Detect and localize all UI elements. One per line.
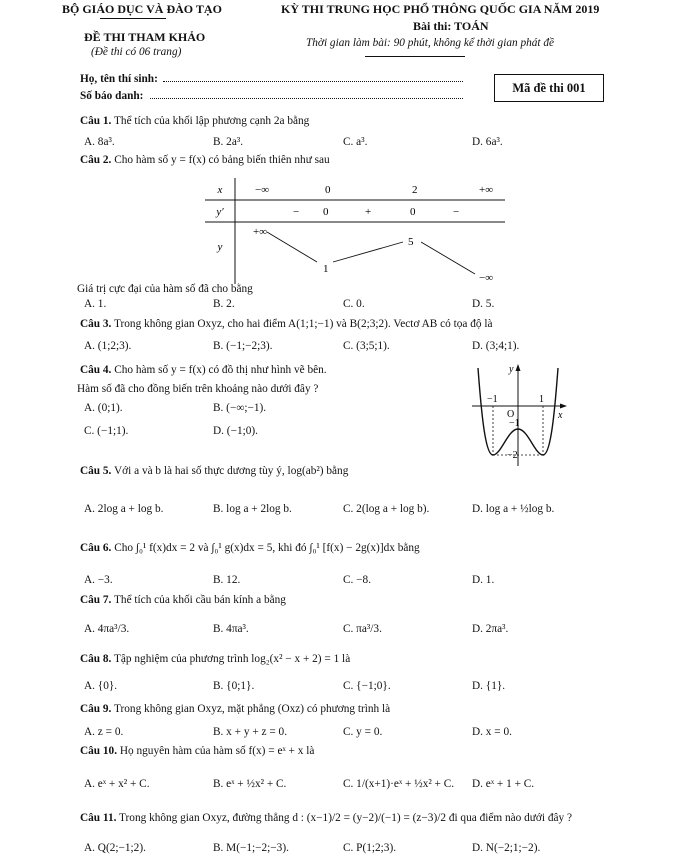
graph-label: −1 (509, 418, 520, 429)
vt-y-val: −∞ (479, 272, 494, 284)
q9-option-b: B. x + y + z = 0. (213, 726, 288, 738)
vt-yp-label: y′ (216, 206, 224, 218)
q2-option-d: D. 5. (472, 298, 495, 310)
q8-option-b: B. {0;1}. (213, 680, 255, 692)
q5-option-b: B. log a + 2log b. (213, 503, 292, 515)
q8-option-d: D. {1}. (472, 680, 506, 692)
exam-title: KỲ THI TRUNG HỌC PHỔ THÔNG QUỐC GIA NĂM 2019 (281, 2, 600, 16)
vt-y-val: 1 (323, 263, 329, 275)
q2-option-b: B. 2. (213, 298, 235, 310)
question-2: Câu 2. Cho hàm số y = f(x) có bảng biến thiên như sau (80, 154, 330, 166)
q1-option-d: D. 6a³. (472, 136, 503, 148)
q1-option-b: B. 2a³. (213, 136, 244, 148)
vt-yp-sign: 0 (410, 206, 416, 218)
q5-option-c: C. 2(log a + log b). (343, 503, 430, 515)
q4-option-b: B. (−∞;−1). (213, 402, 267, 414)
q9-option-a: A. z = 0. (84, 726, 124, 738)
q4-option-c: C. (−1;1). (84, 425, 129, 437)
question-7: Câu 7. Thể tích của khối cầu bán kính a bằng (80, 594, 286, 606)
vt-y-val: +∞ (253, 226, 268, 238)
header-rule (100, 18, 166, 19)
vt-x-val: 0 (325, 184, 331, 196)
id-label: Số báo danh: (80, 90, 144, 102)
name-label: Họ, tên thí sinh: (80, 73, 158, 85)
question-3: Câu 3. Trong không gian Oxyz, cho hai điểm A(1;1;−1) và B(2;3;2). Vectơ AB có tọa độ là (80, 318, 493, 330)
q3-option-d: D. (3;4;1). (472, 340, 520, 352)
graph-axis-x: x (558, 410, 563, 421)
vt-y-label: y (217, 241, 223, 253)
q10-option-c: C. 1/(x+1)·eˣ + ½x² + C. (343, 778, 455, 790)
q3-option-c: C. (3;5;1). (343, 340, 390, 352)
question-4: Câu 4. Cho hàm số y = f(x) có đồ thị như hình vẽ bên. (80, 364, 327, 376)
q5-option-d: D. log a + ½log b. (472, 503, 555, 515)
question-10: Câu 10. Họ nguyên hàm của hàm số f(x) = eˣ + x là (80, 745, 315, 757)
q2-prompt: Giá trị cực đại của hàm số đã cho bằng (77, 283, 253, 295)
vt-yp-sign: − (453, 206, 460, 218)
time-rule (365, 56, 465, 57)
q2-option-a: A. 1. (84, 298, 107, 310)
q10-option-d: D. eˣ + 1 + C. (472, 778, 535, 790)
q6-option-b: B. 12. (213, 574, 241, 586)
q8-option-a: A. {0}. (84, 680, 118, 692)
id-field[interactable] (150, 98, 463, 99)
question-8: Câu 8. Tập nghiệm của phương trình log₂(x² − x + 2) = 1 là (80, 653, 351, 665)
question-1: Câu 1. Thể tích của khối lập phương cạnh 2a bằng (80, 115, 310, 127)
q11-option-b: B. M(−1;−2;−3). (213, 842, 289, 854)
q6-option-c: C. −8. (343, 574, 372, 586)
ministry-name: BỘ GIÁO DỤC VÀ ĐÀO TẠO (62, 2, 222, 16)
q11-option-c: C. P(1;2;3). (343, 842, 397, 854)
vt-yp-sign: 0 (323, 206, 329, 218)
q9-option-c: C. y = 0. (343, 726, 383, 738)
exam-code-box: Mã đề thi 001 (494, 74, 604, 102)
variation-table (205, 178, 505, 284)
q6-option-a: A. −3. (84, 574, 113, 586)
q5-option-a: A. 2log a + log b. (84, 503, 164, 515)
q4-option-d: D. (−1;0). (213, 425, 258, 437)
name-field[interactable] (163, 81, 463, 82)
subject-line: Bài thi: TOÁN (413, 19, 489, 33)
q4-option-a: A. (0;1). (84, 402, 123, 414)
question-5: Câu 5. Với a và b là hai số thực dương tùy ý, log(ab²) bằng (80, 465, 349, 477)
vt-x-val: −∞ (255, 184, 270, 196)
q3-option-b: B. (−1;−2;3). (213, 340, 273, 352)
q7-option-b: B. 4πa³. (213, 623, 249, 635)
q11-option-a: A. Q(2;−1;2). (84, 842, 146, 854)
q8-option-c: C. {−1;0}. (343, 680, 391, 692)
graph-axis-y: y (509, 364, 514, 375)
graph-origin: O (507, 409, 515, 420)
vt-x-val: 2 (412, 184, 418, 196)
question-11: Câu 11. Trong không gian Oxyz, đường thẳng d : (x−1)/2 = (y−2)/(−1) = (z−3)/2 đi qua điểm nào dưới đây ? (80, 812, 572, 824)
q4-prompt: Hàm số đã cho đồng biến trên khoảng nào dưới đây ? (77, 383, 319, 395)
function-graph (468, 362, 568, 468)
pages-note: (Đề thi có 06 trang) (91, 46, 182, 58)
vt-yp-sign: + (365, 206, 372, 218)
q7-option-a: A. 4πa³/3. (84, 623, 130, 635)
graph-label: −2 (507, 450, 518, 461)
q3-option-a: A. (1;2;3). (84, 340, 132, 352)
time-note: Thời gian làm bài: 90 phút, không kể thời gian phát đề (306, 37, 555, 49)
q9-option-d: D. x = 0. (472, 726, 512, 738)
q11-option-d: D. N(−2;1;−2). (472, 842, 541, 854)
q10-option-a: A. eˣ + x² + C. (84, 778, 150, 790)
vt-y-val: 5 (408, 236, 414, 248)
vt-x-label: x (217, 184, 223, 196)
q1-option-a: A. 8a³. (84, 136, 115, 148)
vt-yp-sign: − (293, 206, 300, 218)
question-9: Câu 9. Trong không gian Oxyz, mặt phẳng (Oxz) có phương trình là (80, 703, 391, 715)
vt-x-val: +∞ (479, 184, 494, 196)
doc-type: ĐỀ THI THAM KHẢO (84, 30, 206, 44)
q6-option-d: D. 1. (472, 574, 495, 586)
q7-option-c: C. πa³/3. (343, 623, 382, 635)
graph-label: −1 (487, 394, 498, 405)
question-6: Câu 6. Cho ∫₀¹ f(x)dx = 2 và ∫₀¹ g(x)dx = 5, khi đó ∫₀¹ [f(x) − 2g(x)]dx bằng (80, 542, 420, 554)
q7-option-d: D. 2πa³. (472, 623, 509, 635)
q10-option-b: B. eˣ + ½x² + C. (213, 778, 287, 790)
q2-option-c: C. 0. (343, 298, 365, 310)
graph-label: 1 (539, 394, 544, 405)
q1-option-c: C. a³. (343, 136, 368, 148)
